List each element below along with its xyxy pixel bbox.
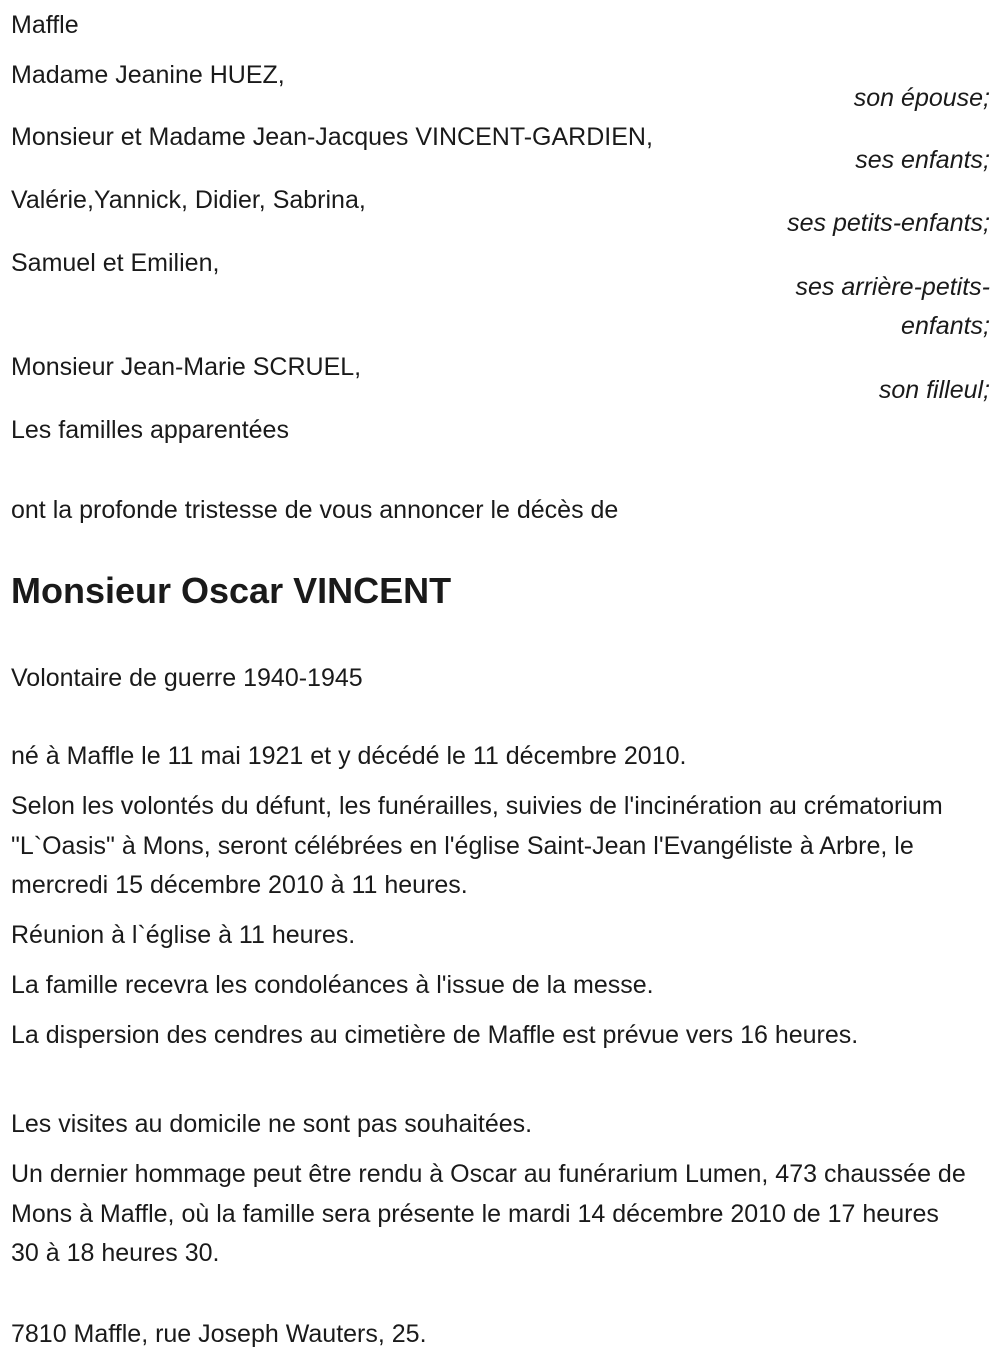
address: 7810 Maffle, rue Joseph Wauters, 25. bbox=[11, 1320, 427, 1348]
meeting-paragraph: Réunion à l`église à 11 heures. bbox=[11, 921, 356, 949]
funeral-paragraph: Selon les volontés du défunt, les funérailles, suivies de l'incinération au crématorium "L`Oasis" à Mons, seront célébrées en l'église Saint-Jean l'Evangéliste à Arbre, le mercredi 15 décembre 2010 à 11 heures. bbox=[11, 792, 943, 899]
family-member-name: Madame Jeanine HUEZ, bbox=[11, 61, 285, 89]
family-member-name: Samuel et Emilien, bbox=[11, 249, 220, 277]
birth-death-paragraph: né à Maffle le 11 mai 1921 et y décédé le 11 décembre 2010. bbox=[11, 742, 687, 770]
family-member-relation: ses arrière-petits- bbox=[795, 273, 990, 301]
family-member-relation: ses enfants; bbox=[855, 146, 990, 174]
location: Maffle bbox=[11, 11, 79, 39]
announcement: ont la profonde tristesse de vous annoncer le décès de bbox=[11, 496, 619, 524]
ashes-paragraph: La dispersion des cendres au cimetière de Maffle est prévue vers 16 heures. bbox=[11, 1021, 859, 1049]
tribute-paragraph: Un dernier hommage peut être rendu à Oscar au funérarium Lumen, 473 chaussée de Mons à Maffle, où la famille sera présente le mardi 14 décembre 2010 de 17 heures 30 à 18 heures 30. bbox=[11, 1160, 966, 1267]
condolences-paragraph: La famille recevra les condoléances à l'issue de la messe. bbox=[11, 971, 654, 999]
family-member-relation: enfants; bbox=[901, 312, 990, 340]
deceased-name: Monsieur Oscar VINCENT bbox=[11, 570, 452, 611]
family-member-name: Les familles apparentées bbox=[11, 416, 289, 444]
family-member-name: Monsieur Jean-Marie SCRUEL, bbox=[11, 353, 362, 381]
family-member-relation: ses petits-enfants; bbox=[787, 209, 990, 237]
family-member-name: Monsieur et Madame Jean-Jacques VINCENT-GARDIEN, bbox=[11, 123, 653, 151]
title-note: Volontaire de guerre 1940-1945 bbox=[11, 664, 363, 692]
family-member-relation: son épouse; bbox=[853, 84, 990, 112]
family-member-relation: son filleul; bbox=[878, 376, 990, 404]
family-member-name: Valérie,Yannick, Didier, Sabrina, bbox=[11, 186, 366, 214]
visits-paragraph: Les visites au domicile ne sont pas souhaitées. bbox=[11, 1110, 533, 1138]
